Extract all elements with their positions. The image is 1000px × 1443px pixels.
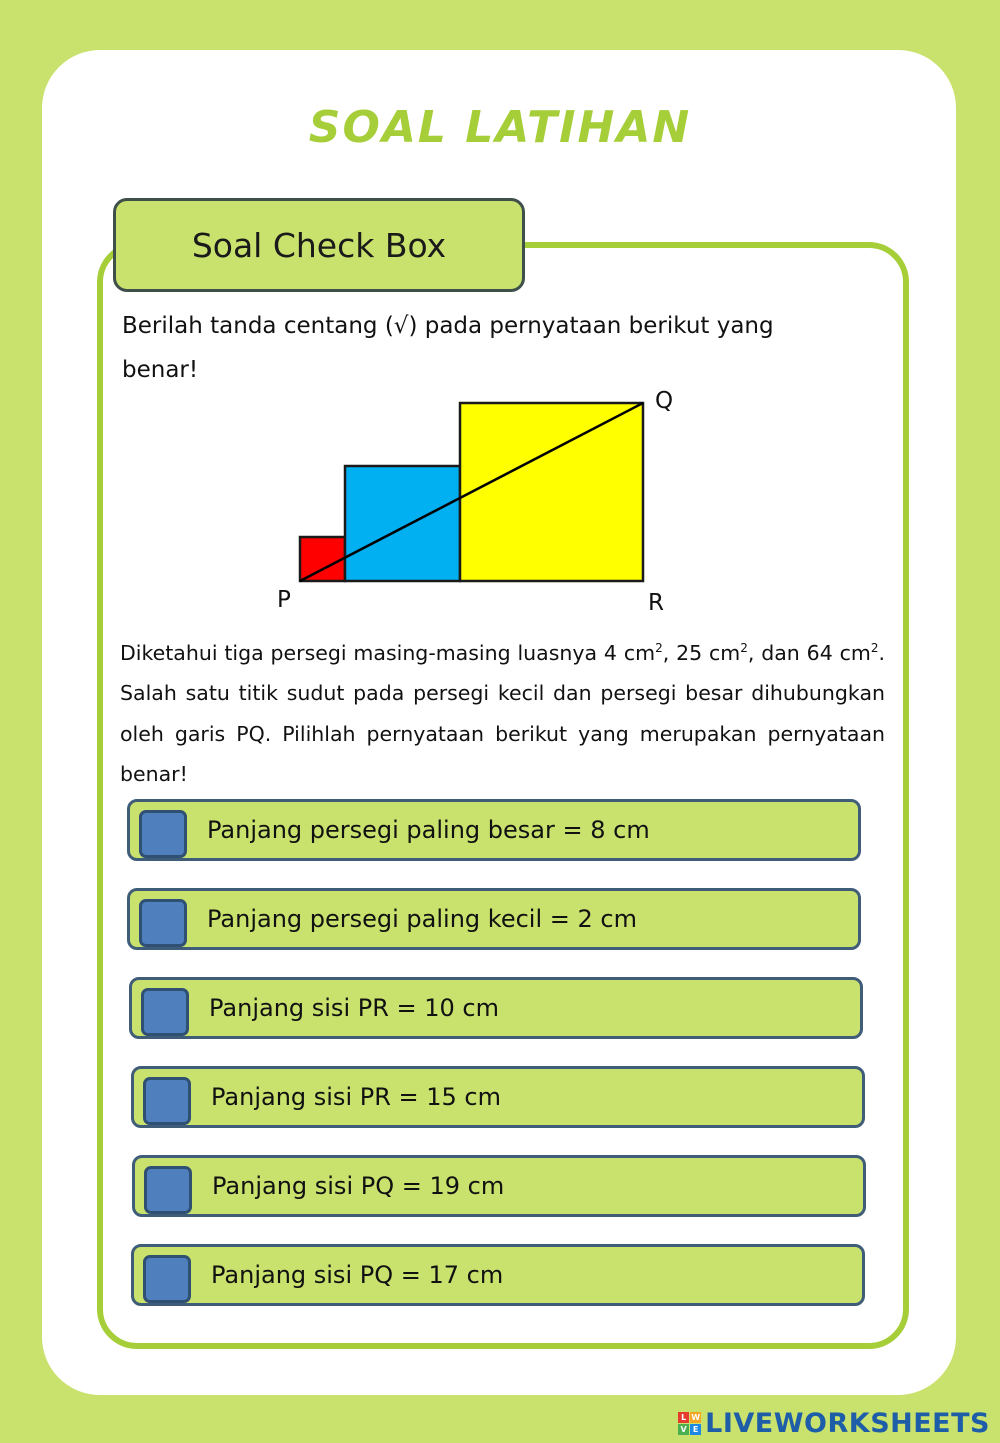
section-tab bbox=[113, 198, 525, 292]
label-q: Q bbox=[655, 388, 674, 414]
checkbox-4[interactable] bbox=[143, 1077, 191, 1125]
option-6[interactable] bbox=[131, 1244, 865, 1306]
label-r: R bbox=[648, 590, 664, 616]
squares-figure bbox=[265, 382, 685, 622]
label-p: P bbox=[277, 587, 291, 613]
option-5-label: Panjang sisi PQ = 19 cm bbox=[212, 1172, 505, 1200]
option-1[interactable] bbox=[127, 799, 861, 861]
checkbox-3[interactable] bbox=[141, 988, 189, 1036]
checkbox-1[interactable] bbox=[139, 810, 187, 858]
option-3-label: Panjang sisi PR = 10 cm bbox=[209, 994, 499, 1022]
checkbox-5[interactable] bbox=[144, 1166, 192, 1214]
large-square bbox=[460, 403, 643, 581]
instruction-text: Berilah tanda centang (√) pada pernyataan berikut yang benar! bbox=[122, 313, 774, 383]
medium-square bbox=[345, 466, 460, 581]
option-6-label: Panjang sisi PQ = 17 cm bbox=[211, 1261, 504, 1289]
small-square bbox=[300, 537, 345, 581]
brand-text: LIVEWORKSHEETS bbox=[705, 1407, 990, 1439]
option-4[interactable] bbox=[131, 1066, 865, 1128]
problem-description: Diketahui tiga persegi masing-masing luasnya 4 $cm^2$, 25 $cm^2$, dan 64 $cm^2$. Salah satu titik sudut pada persegi kecil dan persegi besar dihubungkan oleh garis PQ. Pilihlah pernyataan berikut yang merupakan pernyataan benar! bbox=[120, 640, 885, 787]
checkbox-2[interactable] bbox=[139, 899, 187, 947]
option-2-label: Panjang persegi paling kecil = 2 cm bbox=[207, 905, 637, 933]
page-title: SOAL LATIHAN bbox=[308, 102, 692, 153]
checkbox-6[interactable] bbox=[143, 1255, 191, 1303]
option-3[interactable] bbox=[129, 977, 863, 1039]
liveworksheets-logo-icon: L W V E bbox=[678, 1412, 701, 1435]
option-5[interactable] bbox=[132, 1155, 866, 1217]
option-2[interactable] bbox=[127, 888, 861, 950]
option-1-label: Panjang persegi paling besar = 8 cm bbox=[207, 816, 650, 844]
option-4-label: Panjang sisi PR = 15 cm bbox=[211, 1083, 501, 1111]
section-tab-label: Soal Check Box bbox=[191, 225, 447, 265]
liveworksheets-brand[interactable] bbox=[678, 1406, 990, 1440]
